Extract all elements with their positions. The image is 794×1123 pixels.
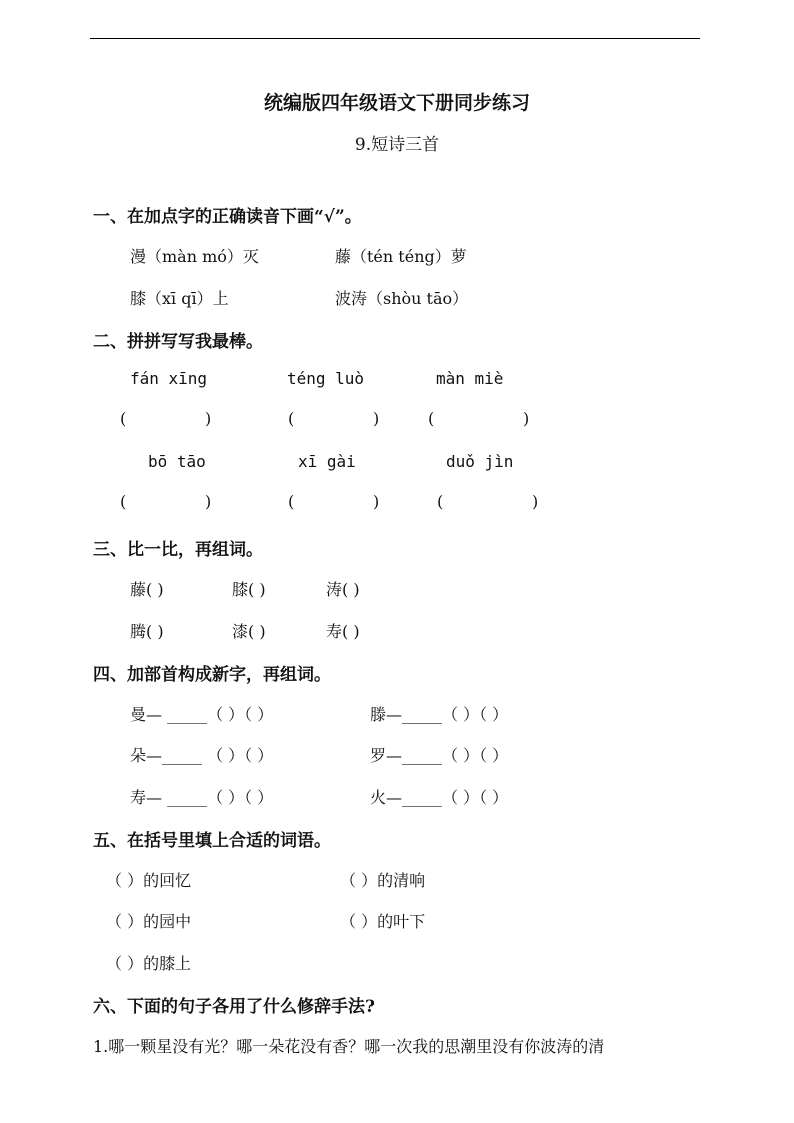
s5-item: （ ）的回忆 bbox=[106, 871, 192, 890]
s5-item: （ ）的清响 bbox=[340, 871, 426, 890]
s1-item-3: 膝（xī qī）上 bbox=[130, 289, 229, 308]
section-6-heading: 六、下面的句子各用了什么修辞手法? bbox=[93, 997, 375, 1017]
s2-blank-close: ) bbox=[523, 409, 530, 428]
s6-question-1: 1.哪一颗星没有光？哪一朵花没有香？哪一次我的思潮里没有你波涛的清 bbox=[93, 1037, 605, 1056]
section-1-heading: 一、在加点字的正确读音下画“√”。 bbox=[93, 207, 362, 227]
s5-item: （ ）的叶下 bbox=[340, 912, 426, 931]
s2-blank-open: ( bbox=[288, 492, 295, 511]
s3-item: 藤( ) bbox=[130, 580, 164, 599]
s5-item: （ ）的园中 bbox=[106, 912, 192, 931]
section-2-heading: 二、拼拼写写我最棒。 bbox=[93, 332, 263, 352]
s2-blank-open: ( bbox=[437, 492, 444, 511]
s5-item: （ ）的膝上 bbox=[106, 954, 192, 973]
section-5-heading: 五、在括号里填上合适的词语。 bbox=[93, 831, 331, 851]
s4-item: 寿— _____（ ）（ ） bbox=[130, 788, 274, 807]
s3-item: 寿( ) bbox=[326, 622, 360, 641]
s2-blank-close: ) bbox=[373, 409, 380, 428]
s2-pinyin-1: fán xīng bbox=[130, 369, 208, 388]
s2-blank-open: ( bbox=[288, 409, 295, 428]
s2-blank-close: ) bbox=[373, 492, 380, 511]
s4-item: 朵—_____ （ ）（ ） bbox=[130, 746, 274, 765]
s2-blank-close: ) bbox=[205, 492, 212, 511]
header-rule bbox=[90, 38, 700, 39]
s2-blank-open: ( bbox=[428, 409, 435, 428]
page-title: 统编版四年级语文下册同步练习 bbox=[263, 92, 530, 114]
s2-pinyin-3: màn miè bbox=[436, 369, 504, 388]
section-3-heading: 三、比一比，再组词。 bbox=[93, 540, 263, 560]
s2-blank-open: ( bbox=[120, 492, 127, 511]
s1-item-2: 藤（tén téng）萝 bbox=[335, 247, 467, 266]
s2-pinyin-5: xī gài bbox=[298, 452, 356, 471]
section-4-heading: 四、加部首构成新字，再组词。 bbox=[93, 665, 331, 685]
s1-item-4: 波涛（shòu tāo） bbox=[335, 289, 469, 308]
s2-pinyin-2: téng luò bbox=[287, 369, 365, 388]
s2-pinyin-6: duǒ jìn bbox=[446, 452, 514, 471]
s2-blank-close: ) bbox=[532, 492, 539, 511]
s2-blank-close: ) bbox=[205, 409, 212, 428]
s3-item: 腾( ) bbox=[130, 622, 164, 641]
s3-item: 漆( ) bbox=[232, 622, 266, 641]
s4-item: 罗—_____（ ）（ ） bbox=[370, 746, 509, 765]
s2-blank-open: ( bbox=[120, 409, 127, 428]
s3-item: 涛( ) bbox=[326, 580, 360, 599]
s3-item: 膝( ) bbox=[232, 580, 266, 599]
s4-item: 滕—_____（ ）（ ） bbox=[370, 705, 509, 724]
s4-item: 曼— _____（ ）（ ） bbox=[130, 705, 274, 724]
lesson-title: 9.短诗三首 bbox=[354, 135, 440, 155]
s1-item-1: 漫（màn mó）灭 bbox=[130, 247, 259, 266]
s4-item: 火—_____（ ）（ ） bbox=[370, 788, 509, 807]
s2-pinyin-4: bō tāo bbox=[148, 452, 206, 471]
